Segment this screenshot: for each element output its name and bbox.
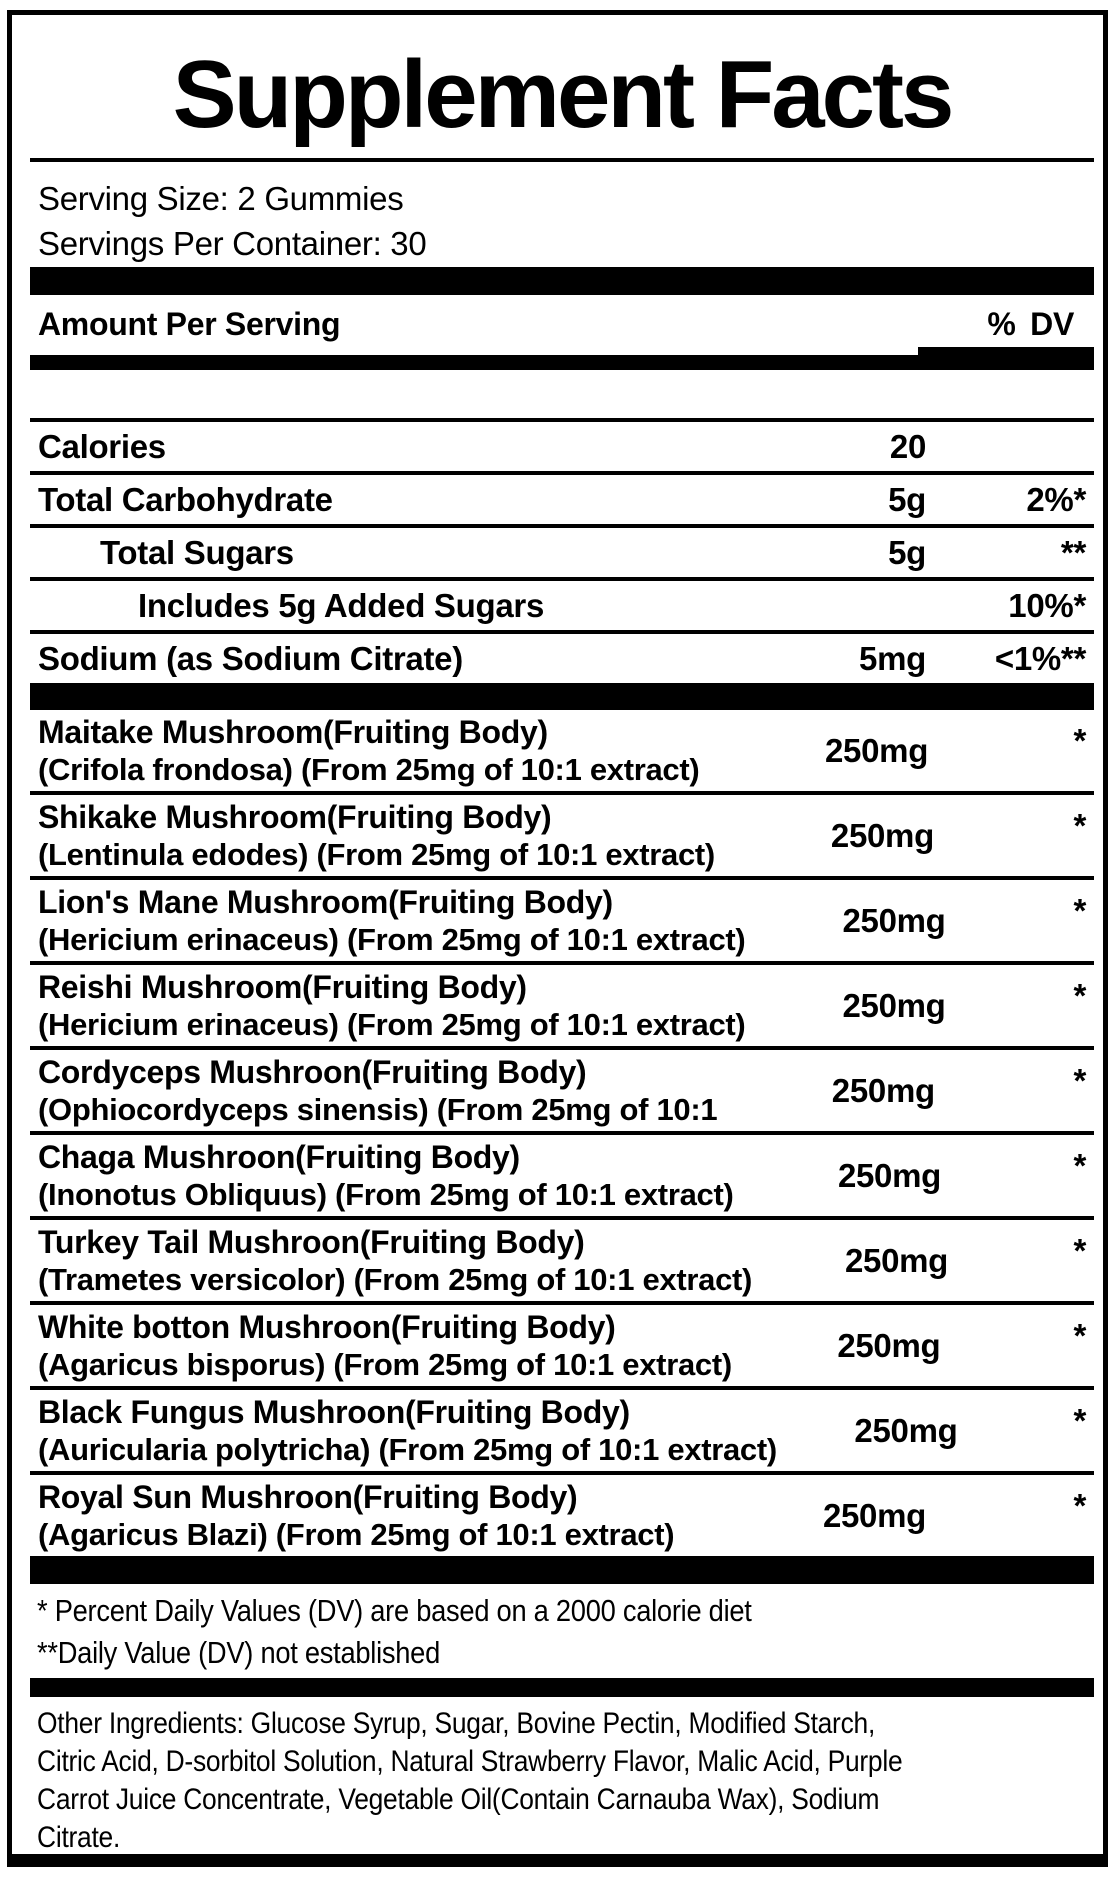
ingredient-text xyxy=(30,1475,694,1553)
nutrient-name: Total Carbohydrate xyxy=(38,480,333,518)
ingredient-dv: * xyxy=(1073,722,1086,759)
ingredient-row-white-button xyxy=(30,1305,1094,1386)
nutrient-amount: 5g xyxy=(888,480,926,518)
ingredient-dv: * xyxy=(1073,1232,1086,1269)
nutrient-name: Sodium (as Sodium Citrate) xyxy=(38,639,463,677)
servings-per-container-line: Servings Per Container: 30 xyxy=(38,225,427,262)
ingredient-detail: (Trametes versicolor) (From 25mg of 10:1 extract) xyxy=(38,1262,753,1297)
ingredient-text xyxy=(30,1390,777,1468)
ingredient-name: Turkey Tail Mushroon(Fruiting Body) xyxy=(38,1224,585,1260)
ingredient-dv: * xyxy=(1073,807,1086,844)
ingredient-detail: (Agaricus bisporus) (From 25mg of 10:1 extract) xyxy=(38,1347,732,1382)
section-bar-footnotes xyxy=(30,1556,1094,1584)
ingredient-detail: (Inonotus Obliquus) (From 25mg of 10:1 extract) xyxy=(38,1177,734,1212)
ingredient-detail: (Hericium erinaceus) (From 25mg of 10:1 extract) xyxy=(38,1007,746,1042)
nutrient-row-sodium xyxy=(30,634,1094,683)
ingredient-row-turkey-tail xyxy=(30,1220,1094,1301)
column-header-row xyxy=(30,295,1094,347)
header-underline-bar xyxy=(30,347,1094,370)
nutrient-row-calories xyxy=(30,422,1094,471)
nutrient-amount: 5g xyxy=(888,533,926,571)
ingredient-row-maitake xyxy=(30,710,1094,791)
ingredient-detail: (Agaricus Blazi) (From 25mg of 10:1 extract) xyxy=(38,1517,675,1552)
nutrient-row-total-carbohydrate xyxy=(30,475,1094,524)
ingredient-detail: (Lentinula edodes) (From 25mg of 10:1 extract) xyxy=(38,837,715,872)
ingredient-dv: * xyxy=(1073,1147,1086,1184)
ingredient-row-royal-sun xyxy=(30,1475,1094,1556)
ingredient-amount: 250mg xyxy=(837,1156,941,1194)
ingredient-detail: (Auricularia polytricha) (From 25mg of 10:1 extract) xyxy=(38,1432,777,1467)
ingredient-dv: * xyxy=(1073,1487,1086,1524)
page-title: Supplement Facts xyxy=(172,40,952,148)
ingredient-row-cordyceps xyxy=(30,1050,1094,1131)
section-bar-other-ingredients xyxy=(30,1678,1094,1697)
ingredient-text xyxy=(30,1050,717,1128)
ingredient-text xyxy=(30,1135,734,1213)
percent-dv-header: % DV xyxy=(987,305,1074,342)
footnote-dv-not-established: **Daily Value (DV) not established xyxy=(37,1635,440,1670)
dv-column-underline xyxy=(918,347,1094,370)
serving-block xyxy=(30,162,1094,267)
ingredient-text xyxy=(30,710,699,788)
ingredient-amount: 250mg xyxy=(822,1496,926,1534)
ingredient-name: Royal Sun Mushroon(Fruiting Body) xyxy=(38,1479,578,1515)
ingredient-text xyxy=(30,1220,752,1298)
nutrient-name: Total Sugars xyxy=(100,533,294,571)
ingredient-detail: (Ophiocordyceps sinensis) (From 25mg of 10:1 xyxy=(38,1092,718,1127)
title-block xyxy=(30,15,1094,158)
ingredient-amount: 250mg xyxy=(844,1241,949,1279)
ingredient-name: Cordyceps Mushroon(Fruiting Body) xyxy=(38,1054,587,1090)
ingredient-row-chaga xyxy=(30,1135,1094,1216)
ingredient-dv: * xyxy=(1073,977,1086,1014)
nutrient-row-total-sugars xyxy=(30,528,1094,577)
other-ingredients-line: Other Ingredients: Glucose Syrup, Sugar, Bovine Pectin, Modified Starch, xyxy=(37,1707,876,1740)
serving-size-line: Serving Size: 2 Gummies xyxy=(38,180,404,217)
ingredient-dv: * xyxy=(1073,892,1086,929)
other-ingredients-line: Citric Acid, D-sorbitol Solution, Natural Strawberry Flavor, Malic Acid, Purple xyxy=(37,1745,903,1778)
ingredient-amount: 250mg xyxy=(842,986,946,1024)
supplement-facts-label xyxy=(7,10,1108,1867)
ingredient-name: Chaga Mushroon(Fruiting Body) xyxy=(38,1139,520,1175)
ingredient-row-black-fungus xyxy=(30,1390,1094,1471)
spacer xyxy=(30,370,1094,418)
ingredient-row-lions-mane xyxy=(30,880,1094,961)
nutrient-amount: 20 xyxy=(889,427,926,465)
ingredient-name: White botton Mushroon(Fruiting Body) xyxy=(38,1309,616,1345)
ingredient-detail: (Crifola frondosa) (From 25mg of 10:1 extract) xyxy=(38,752,700,787)
footnotes-block xyxy=(30,1584,1094,1678)
ingredient-name: Lion's Mane Mushroom(Fruiting Body) xyxy=(38,884,613,920)
nutrient-dv: <1%** xyxy=(994,639,1086,677)
ingredient-row-shikake xyxy=(30,795,1094,876)
section-bar-top xyxy=(30,267,1094,295)
ingredient-row-reishi xyxy=(30,965,1094,1046)
footnote-percent-dv: * Percent Daily Values (DV) are based on a 2000 calorie diet xyxy=(37,1593,752,1628)
ingredient-amount: 250mg xyxy=(854,1411,958,1449)
ingredient-amount: 250mg xyxy=(837,1326,941,1364)
nutrient-dv: 10%* xyxy=(1008,586,1086,624)
nutrient-dv: ** xyxy=(1060,533,1086,571)
ingredient-text xyxy=(30,1305,732,1383)
ingredient-text xyxy=(30,880,745,958)
ingredient-name: Black Fungus Mushroon(Fruiting Body) xyxy=(38,1394,630,1430)
ingredient-amount: 250mg xyxy=(830,816,934,854)
ingredient-dv: * xyxy=(1073,1062,1086,1099)
nutrient-name: Calories xyxy=(38,427,166,465)
ingredient-text xyxy=(30,965,745,1043)
ingredient-dv: * xyxy=(1073,1317,1086,1354)
ingredient-name: Maitake Mushroom(Fruiting Body) xyxy=(38,714,548,750)
label-inner xyxy=(12,15,1103,1854)
ingredient-amount: 250mg xyxy=(842,901,946,939)
section-bar-ingredients xyxy=(30,683,1094,710)
ingredient-amount: 250mg xyxy=(831,1071,935,1109)
nutrient-name: Includes 5g Added Sugars xyxy=(138,586,544,624)
nutrient-dv: 2%* xyxy=(1026,480,1086,518)
other-ingredients-block xyxy=(30,1697,1094,1867)
nutrient-amount: 5mg xyxy=(859,639,926,677)
other-ingredients-line: Citrate. xyxy=(37,1821,121,1854)
ingredient-text xyxy=(30,795,715,873)
amount-per-serving-header: Amount Per Serving xyxy=(38,305,341,342)
other-ingredients-line: Carrot Juice Concentrate, Vegetable Oil(Contain Carnauba Wax), Sodium xyxy=(37,1783,880,1816)
ingredient-name: Shikake Mushroom(Fruiting Body) xyxy=(38,799,552,835)
ingredient-amount: 250mg xyxy=(825,731,929,769)
ingredient-dv: * xyxy=(1073,1402,1086,1439)
ingredient-detail: (Hericium erinaceus) (From 25mg of 10:1 extract) xyxy=(38,922,746,957)
ingredient-name: Reishi Mushroom(Fruiting Body) xyxy=(38,969,527,1005)
nutrient-row-added-sugars xyxy=(30,581,1094,630)
